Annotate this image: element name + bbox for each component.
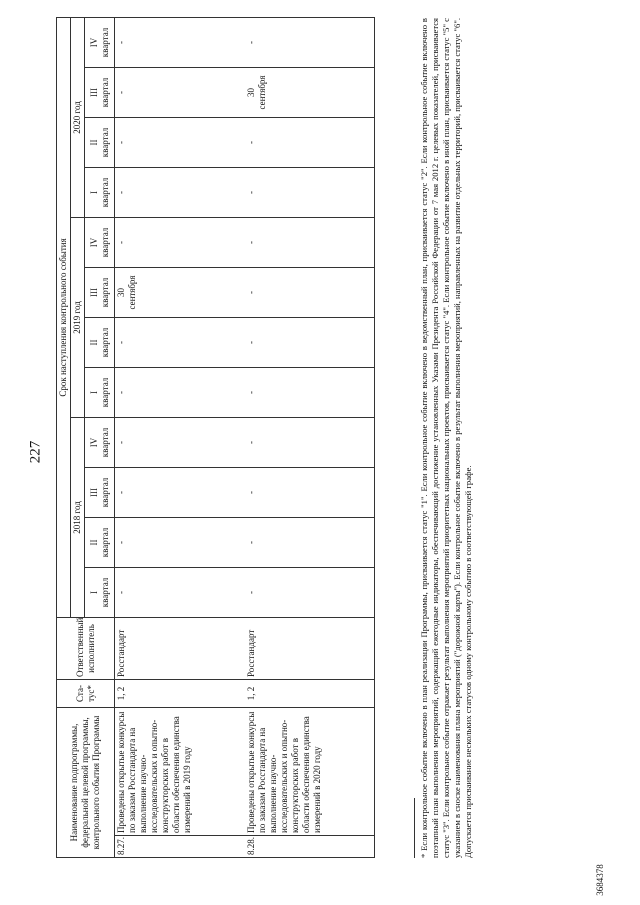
footnote-text: * Если контрольное событие включено в план реализации Программы, присваивается статус "1". Если контрольное событие включено в ведомственный план, присваивается статус "2". Если контрольное событие включено в поэтапный план выполнения мероприятий, содержащий ежегодные индикаторы, обеспечивающий достижение установленных Указами Президента Российской Федерации от 7 мая 2012 г. целевых показателей, присваивается статус "3". Если контрольное событие отражает результат выполнения мероприятий приоритетных национальных проектов, присваивается статус "4". Если контрольное событие включено в иной план, присваивается статус "5" с указанием в сноске наименования плана мероприятий ("дорожной карты"). Если контрольное событие включено в результат выполнения мероприятий, направленных на развитие отдельных территорий, присваивается статус "6". Допускается присваивание нескольких статусов одному контрольному событию в соответствующей графе. — [419, 18, 473, 858]
page-number: 227 — [27, 440, 44, 464]
quarter-cell: - — [115, 567, 245, 617]
row-executor: Росстандарт — [245, 617, 375, 679]
header-year-2020: 2020 год — [71, 17, 85, 217]
quarter-cell: - — [115, 367, 245, 417]
quarter-header: IV квартал — [85, 217, 115, 267]
quarter-cell: - — [115, 217, 245, 267]
quarter-header: II квартал — [85, 317, 115, 367]
quarter-cell: - — [245, 467, 375, 517]
quarter-cell: - — [115, 317, 245, 367]
header-name: Наименование подпрограммы, федеральной целевой программы, контрольного события Программы — [57, 707, 115, 857]
quarter-header: IV квартал — [85, 417, 115, 467]
quarter-header: I квартал — [85, 567, 115, 617]
header-year-2019: 2019 год — [71, 217, 85, 417]
quarter-cell: - — [115, 17, 245, 67]
control-events-table — [56, 17, 375, 858]
quarter-header: III квартал — [85, 267, 115, 317]
quarter-cell: - — [245, 567, 375, 617]
quarter-header: I квартал — [85, 167, 115, 217]
quarter-header: III квартал — [85, 67, 115, 117]
quarter-cell: - — [245, 317, 375, 367]
quarter-header: II квартал — [85, 517, 115, 567]
header-deadline: Срок наступления контрольного события — [57, 17, 71, 617]
table-row — [115, 17, 245, 857]
document-number: 3684378 — [595, 864, 605, 896]
row-number: 8.28. — [245, 836, 375, 858]
row-status: 1, 2 — [245, 679, 375, 707]
quarter-cell: - — [245, 517, 375, 567]
quarter-cell: - — [245, 217, 375, 267]
row-name: Проведены открытые конкурсы по заказам Росстандарта на выполнение научно-исследовательских и опытно-конструкторских работ в области обеспечения единства измерений в 2020 году — [245, 707, 375, 835]
row-number: 8.27. — [115, 836, 245, 858]
quarter-header: I квартал — [85, 367, 115, 417]
header-status: Ста-тус* — [57, 679, 115, 707]
quarter-header: III квартал — [85, 467, 115, 517]
quarter-cell: 30 сентября — [115, 267, 245, 317]
table-row — [245, 17, 375, 857]
quarter-cell: - — [115, 117, 245, 167]
quarter-cell: - — [115, 167, 245, 217]
quarter-cell: - — [115, 417, 245, 467]
quarter-cell: - — [115, 67, 245, 117]
footnote-separator — [414, 798, 415, 858]
row-status: 1, 2 — [115, 679, 245, 707]
quarter-header: II квартал — [85, 117, 115, 167]
footnote — [414, 18, 474, 858]
rotated-page-content — [56, 18, 576, 858]
quarter-cell: - — [245, 17, 375, 67]
row-executor: Росстандарт — [115, 617, 245, 679]
quarter-cell: - — [245, 117, 375, 167]
header-executor: Ответственный исполнитель — [57, 617, 115, 679]
header-year-2018: 2018 год — [71, 417, 85, 617]
quarter-cell: 30 сентября — [245, 67, 375, 117]
quarter-cell: - — [245, 167, 375, 217]
quarter-header: IV квартал — [85, 17, 115, 67]
row-name: Проведены открытые конкурсы по заказам Росстандарта на выполнение научно-исследовательских и опытно-конструкторских работ в области обеспечения единства измерений в 2019 году — [115, 707, 245, 835]
quarter-cell: - — [245, 417, 375, 467]
quarter-cell: - — [115, 517, 245, 567]
quarter-cell: - — [245, 267, 375, 317]
quarter-cell: - — [115, 467, 245, 517]
quarter-cell: - — [245, 367, 375, 417]
